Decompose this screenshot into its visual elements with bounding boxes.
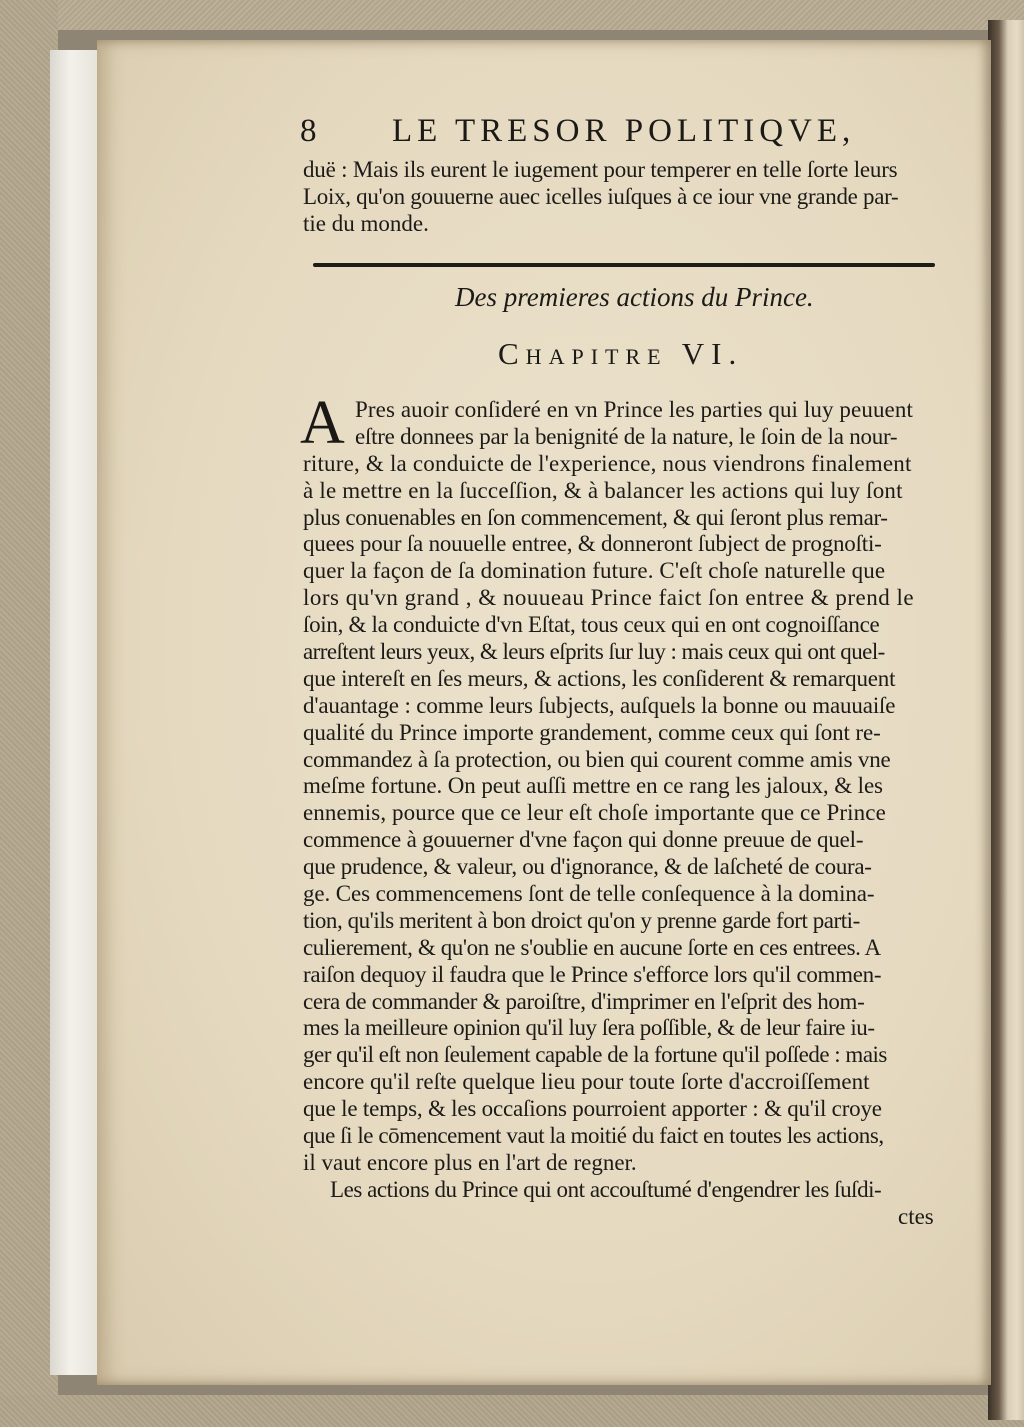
- text-line: tion, qu'ils meritent à bon droict qu'on y prenne garde fort parti-: [303, 907, 860, 933]
- chapter-heading: Chapitre VI.: [498, 336, 744, 371]
- text-line: que intereſt en ſes meurs, & actions, les conſiderent & remarquent: [303, 665, 896, 691]
- text-line: cera de commander & paroiſtre, d'imprimer en l'eſprit des hom-: [303, 988, 865, 1014]
- text-line: quer la façon de ſa domination future. C'eſt choſe naturelle que: [303, 558, 886, 584]
- text-line: meſme fortune. On peut auſſi mettre en ce rang les jaloux, & les: [303, 773, 883, 799]
- text-line: riture, & la conduicte de l'experience, nous viendrons finalement: [303, 450, 912, 476]
- text-line: duë : Mais ils eurent le iugement pour temperer en telle ſorte leurs: [303, 157, 898, 182]
- text-line: il vaut encore plus en l'art de regner.: [303, 1149, 637, 1175]
- text-line: Loix, qu'on gouuerne auec icelles iuſques à ce iour vne grande par-: [303, 183, 899, 209]
- text-line: tie du monde.: [303, 210, 429, 236]
- text-line: que prudence, & valeur, ou d'ignorance, & de laſcheté de coura-: [303, 854, 872, 880]
- text-line: encore qu'il reſte quelque lieu pour toute ſorte d'accroiſſement: [303, 1069, 870, 1095]
- text-line: ge. Ces commencemens ſont de telle conſequence à la domina-: [303, 881, 875, 907]
- facing-page-gutter: [988, 20, 1024, 1420]
- text-line: qualité du Prince importe grandement, comme ceux qui ſont re-: [303, 719, 881, 745]
- text-line: d'auantage : comme leurs ſubjects, auſquels la bonne ou mauuaiſe: [303, 692, 896, 718]
- page-number: 8: [300, 113, 322, 149]
- text-line: plus conuenables en ſon commencement, & qui ſeront plus remar-: [303, 504, 888, 530]
- text-line: eſtre donnees par la benignité de la nature, le ſoin de la nour-: [355, 423, 898, 449]
- running-head: [300, 113, 880, 153]
- continuation-text: [303, 157, 898, 238]
- text-line: quees pour ſa nouuelle entree, & donneront ſubject de prognoſti-: [303, 531, 882, 557]
- running-title: LE TRESOR POLITIQVE,: [392, 113, 856, 149]
- book-cover-top-edge: [0, 0, 1024, 30]
- text-line: Pres auoir conſideré en vn Prince les parties qui luy peuuent: [355, 397, 913, 422]
- text-line: que le temps, & les occaſions pourroient apporter : & qu'il croye: [303, 1096, 882, 1122]
- text-line: culierement, & qu'on ne s'oublie en aucune ſorte en ces entrees. A: [303, 934, 881, 960]
- text-line: Les actions du Prince qui ont accouſtumé d'engendrer les ſuſdi-: [330, 1176, 882, 1202]
- text-line: lors qu'vn grand , & nouueau Prince faict ſon entree & prend le: [303, 585, 915, 611]
- text-line: arreſtent leurs yeux, & leurs eſprits ſur luy : mais ceux qui ont quel-: [303, 639, 885, 665]
- text-line: mes la meilleure opinion qu'il luy ſera poſſible, & de leur faire iu-: [303, 1015, 875, 1041]
- catchword: ctes: [898, 1203, 934, 1229]
- text-line: ſoin, & la conduicte d'vn Eſtat, tous ceux qui en ont cognoiſſance: [303, 612, 880, 638]
- section-divider-rule: [313, 263, 935, 267]
- text-line: à le mettre en la ſucceſſion, & à balancer les actions qui luy ſont: [303, 477, 903, 503]
- text-line: ennemis, pource que ce leur eſt choſe importante que ce Prince: [303, 800, 886, 826]
- text-line: raiſon dequoy il faudra que le Prince s'efforce lors qu'il commen-: [303, 961, 882, 987]
- flyleaf-edge: [50, 50, 102, 1375]
- text-line: que ſi le cōmencement vaut la moitié du faict en toutes les actions,: [303, 1123, 884, 1149]
- section-title: Des premieres actions du Prince.: [455, 282, 814, 312]
- chapter-body-text: [303, 397, 934, 1231]
- text-line: ger qu'il eſt non ſeulement capable de la fortune qu'il poſſede : mais: [303, 1042, 887, 1068]
- book-cover-bottom-edge: [0, 1395, 1024, 1427]
- text-line: commandez à ſa protection, ou bien qui courent comme amis vne: [303, 746, 891, 772]
- drop-cap: A: [300, 389, 345, 457]
- text-line: commence à gouuerner d'vne façon qui donne preuue de quel-: [303, 827, 864, 853]
